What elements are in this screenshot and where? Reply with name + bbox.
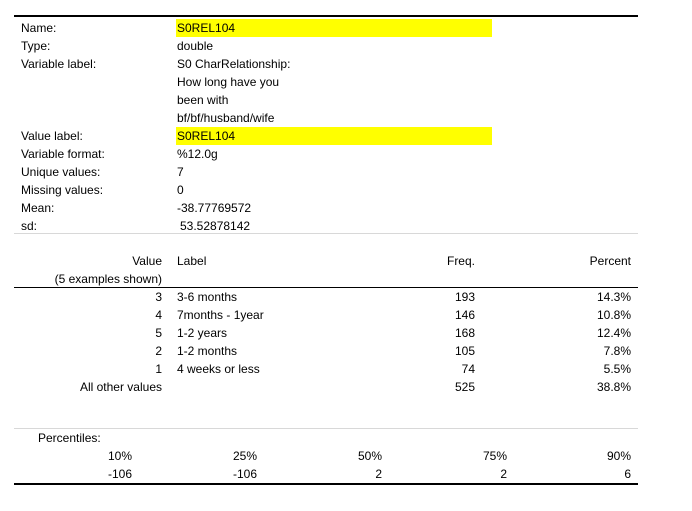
row-label: 7months - 1year <box>177 308 264 322</box>
row-label: 3-6 months <box>177 290 238 304</box>
meta-value-unique-values: 7 <box>177 165 184 179</box>
percentiles-divider <box>14 428 638 429</box>
meta-label-value-label: Value label: <box>21 129 83 143</box>
meta-value-variable-label-1: S0 CharRelationship: <box>177 57 291 71</box>
meta-label-variable-format: Variable format: <box>21 147 105 161</box>
meta-label-type: Type: <box>21 39 51 53</box>
header-freq: Freq. <box>446 254 475 268</box>
meta-label-variable-label: Variable label: <box>21 57 97 71</box>
percentile-value-25: -106 <box>232 467 257 481</box>
row-percent: 7.8% <box>603 344 631 358</box>
other-freq: 525 <box>454 380 475 394</box>
percentile-value-90: 6 <box>624 467 631 481</box>
row-label: 1-2 years <box>177 326 228 340</box>
row-percent: 10.8% <box>596 308 631 322</box>
header-percent: Percent <box>589 254 631 268</box>
row-freq: 193 <box>454 290 475 304</box>
meta-label-name: Name: <box>21 21 57 35</box>
row-percent: 5.5% <box>603 362 631 376</box>
percentile-value-50: 2 <box>375 467 382 481</box>
meta-value-variable-label-2: How long have you <box>177 75 280 89</box>
bottom-rule <box>14 483 638 485</box>
meta-value-variable-format: %12.0g <box>177 147 218 161</box>
row-value: 1 <box>155 362 162 376</box>
row-freq: 146 <box>454 308 475 322</box>
row-value: 4 <box>155 308 162 322</box>
meta-value-variable-label-3: been with <box>177 93 229 107</box>
header-value: Value <box>132 254 162 268</box>
meta-value-value-label: S0REL104 <box>177 129 236 143</box>
meta-label-mean: Mean: <box>21 201 55 215</box>
percentile-value-75: 2 <box>500 467 507 481</box>
header-value-sub: (5 examples shown) <box>54 272 162 286</box>
meta-label-missing-values: Missing values: <box>21 183 104 197</box>
top-rule <box>14 15 638 17</box>
meta-value-missing-values: 0 <box>177 183 184 197</box>
row-label: 1-2 months <box>177 344 238 358</box>
meta-value-mean: -38.77769572 <box>177 201 252 215</box>
header-label: Label <box>177 254 207 268</box>
percentile-value-10: -106 <box>107 467 132 481</box>
row-freq: 74 <box>461 362 475 376</box>
other-label: All other values <box>79 380 162 394</box>
row-value: 2 <box>155 344 162 358</box>
row-freq: 105 <box>454 344 475 358</box>
meta-label-unique-values: Unique values: <box>21 165 101 179</box>
percentile-label-25: 25% <box>232 449 257 463</box>
meta-value-type: double <box>177 39 214 53</box>
percentiles-title: Percentiles: <box>38 431 101 445</box>
row-value: 3 <box>155 290 162 304</box>
row-label: 4 weeks or less <box>177 362 260 376</box>
percentile-label-50: 50% <box>357 449 382 463</box>
percentile-label-75: 75% <box>482 449 507 463</box>
row-percent: 14.3% <box>596 290 631 304</box>
meta-value-name: S0REL104 <box>177 21 236 35</box>
meta-label-sd: sd: <box>21 219 38 233</box>
percentile-label-10: 10% <box>107 449 132 463</box>
meta-value-variable-label-4: bf/bf/husband/wife <box>177 111 275 125</box>
row-freq: 168 <box>454 326 475 340</box>
row-percent: 12.4% <box>596 326 631 340</box>
row-value: 5 <box>155 326 162 340</box>
meta-divider <box>14 233 638 234</box>
meta-value-sd: 53.52878142 <box>180 219 251 233</box>
percentile-label-90: 90% <box>606 449 631 463</box>
other-percent: 38.8% <box>596 380 631 394</box>
